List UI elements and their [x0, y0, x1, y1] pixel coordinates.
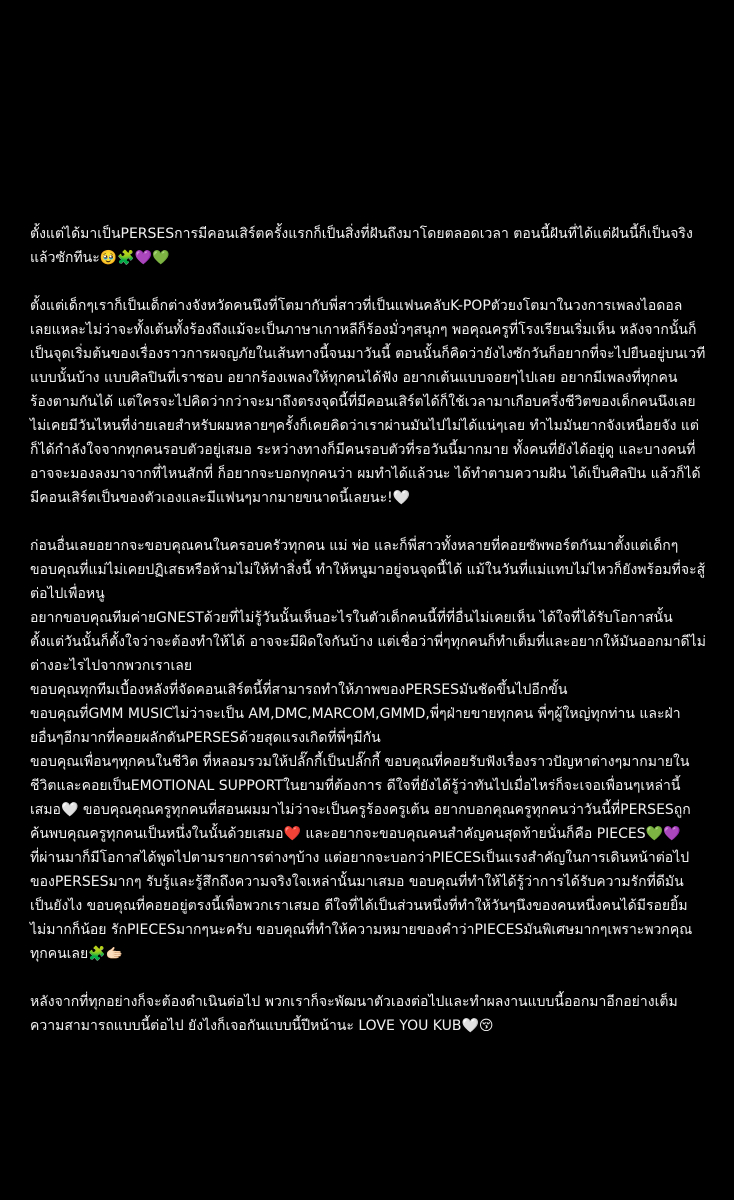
paragraph-gap	[30, 966, 712, 990]
paragraph-gap	[30, 270, 712, 294]
text-line: ทุกคนเลย🧩🫱🏻	[30, 946, 124, 962]
text-line: ไม่มากก็น้อย รักPIECESมากๆนะครับ ขอบคุณที่ทำให้ความหมายของคำว่าPIECESมันพิเศษมากๆเพราะพวกคุณ	[30, 922, 693, 938]
post-text	[30, 222, 712, 1038]
text-line: แล้วซักทีนะ🥹🧩💜💚	[30, 250, 170, 266]
text-line: ก็ได้กำลังใจจากทุกคนรอบตัวอยู่เสมอ ระหว่างทางก็มีคนรอบตัวที่รอวันนี้มากมาย ทั้งคนที่ยังได้อยู่ดู และบางคนที่	[30, 442, 696, 458]
text-line: แบบนั้นบ้าง แบบศิลปินที่เราชอบ อยากร้องเพลงให้ทุกคนได้ฟัง อยากเต้นแบบจอยๆไปเลย อยากมีเพลงที่ทุกคน	[30, 370, 678, 386]
text-line: เสมอ🤍 ขอบคุณคุณครูทุกคนที่สอนผมมาไม่ว่าจะเป็นครูร้องครูเต้น อยากบอกคุณครูทุกคนว่าวันนี้ที่PERSESถูก	[30, 802, 691, 818]
text-line: ตั้งแต่ได้มาเป็นPERSESการมีคอนเสิร์ตครั้งแรกก็เป็นสิ่งที่ฝันถึงมาโดยตลอดเวลา ตอนนี้ฝันที่ได้แต่ฝันนี้ก็เป็นจริง	[30, 226, 693, 242]
text-line: ตั้งแต่เด็กๆเราก็เป็นเด็กต่างจังหวัดคนนึงที่โตมากับพี่สาวที่เป็นแฟนคลับK-POPตัวยงโตมาในวงการเพลงไอดอล	[30, 298, 683, 314]
text-line: ไม่เคยมีวันไหนที่ง่ายเลยสำหรับผมหลายๆครั้งก็เคยคิดว่าเราผ่านมันไปไม่ได้แน่ๆเลย ทำไมมันยากจังเหนื่อยจัง แต่	[30, 418, 700, 434]
text-line: ร้องตามกันได้ แต่ใครจะไปคิดว่ากว่าจะมาถึงตรงจุดนี้ที่มีคอนเสิร์ตได้ก็ใช้เวลามาเกือบครึ่งชีวิตของเด็กคนนึงเลย	[30, 394, 696, 410]
text-line: ขอบคุณที่GMM MUSICไม่ว่าจะเป็น AM,DMC,MARCOM,GMMD,พี่ๆฝ่ายขายทุกคน พี่ๆผู้ใหญ่ทุกท่าน และฝ่า	[30, 706, 681, 722]
text-line: เลยแหละไม่ว่าจะทั้งเต้นทั้งร้องถึงแม้จะเป็นภาษาเกาหลีก็ร้องมั่วๆสนุกๆ พอคุณครูที่โรงเรียนเริ่มเห็น หลังจากนั้นก็	[30, 322, 697, 338]
text-line: ขอบคุณทุกทีมเบื้องหลังที่จัดคอนเสิร์ตนี้ที่สามารถทำให้ภาพของPERSESมันชัดขึ้นไปอีกขั้น	[30, 682, 568, 698]
text-line: ที่ผ่านมาก็มีโอกาสได้พูดไปตามรายการต่างๆบ้าง แต่อยากจะบอกว่าPIECESเป็นแรงสำคัญในการเดินหน้าต่อไป	[30, 850, 690, 866]
text-line: เป็นยังไง ขอบคุณที่คอยอยู่ตรงนี้เพื่อพวกเราเสมอ ดีใจที่ได้เป็นส่วนหนึ่งที่ทำให้วันๆนึงของคนหนึ่งคนได้มีรอยยิ้ม	[30, 898, 688, 914]
text-line: ความสามารถแบบนี้ต่อไป ยังไงก็เจอกันแบบนี้ปีหน้านะ LOVE YOU KUB🤍😚	[30, 1018, 494, 1034]
text-line: ค้นพบคุณครูทุกคนเป็นหนึ่งในนั้นด้วยเสมอ❤️ และอยากจะขอบคุณคนสำคัญคนสุดท้ายนั่นก็คือ PIECES💚💜	[30, 826, 681, 842]
paragraph	[30, 294, 712, 510]
text-line: มีคอนเสิร์ตเป็นของตัวเองและมีแฟนๆมากมายขนาดนี้เลยนะ!🤍	[30, 490, 411, 506]
text-line: ขอบคุณที่แม่ไม่เคยปฏิเสธหรือห้ามไม่ให้ทำสิ่งนี้ ทำให้หนูมาอยู่จนจุดนี้ได้ แม้ในวันที่แม่แทบไม่ไหวก็ยังพร้อมที่จะสู้	[30, 562, 706, 578]
text-line: ก่อนอื่นเลยอยากจะขอบคุณคนในครอบครัวทุกคน แม่ พ่อ และก็พี่สาวทั้งหลายที่คอยซัพพอร์ตกันมาตั้งแต่เด็กๆ	[30, 538, 679, 554]
paragraph	[30, 222, 712, 270]
text-line: ต่อไปเพื่อหนู	[30, 586, 105, 602]
text-line: ชีวิตและคอยเป็นEMOTIONAL SUPPORTในยามที่ต้องการ ดีใจที่ยังได้รู้ว่าทันไปเมื่อไหร่ก็จะเจอเพื่อนๆเหล่านี้	[30, 778, 681, 794]
text-line: หลังจากที่ทุกอย่างก็จะต้องดำเนินต่อไป พวกเราก็จะพัฒนาตัวเองต่อไปและทำผลงานแบบนี้ออกมาอีกอย่างเต็ม	[30, 994, 678, 1010]
text-line: ตั้งแต่วันนั้นก็ตั้งใจว่าจะต้องทำให้ได้ อาจจะมีผิดใจกันบ้าง แต่เชื่อว่าพี่ๆทุกคนก็ทำเต็มที่และอยากให้มันออกมาดีไม่	[30, 634, 706, 650]
text-line: อาจจะมองลงมาจากที่ไหนสักที่ ก็อยากจะบอกทุกคนว่า ผมทำได้แล้วนะ ได้ทำตามความฝัน ได้เป็นศิลปิน แล้วก็ได้	[30, 466, 701, 482]
paragraph-gap	[30, 510, 712, 534]
text-line: อยากขอบคุณทีมค่ายGNESTด้วยที่ไม่รู้วันนั้นเห็นอะไรในตัวเด็กคนนี้ที่ที่อื่นไม่เคยเห็น ได้ใจที่ได้รับโอกาสนั้น	[30, 610, 673, 626]
paragraph	[30, 534, 712, 966]
text-line: ยอื่นๆอีกมากที่คอยผลักดันPERSESด้วยสุดแรงเกิดที่พี่ๆมีกัน	[30, 730, 381, 746]
text-line: ของPERSESมากๆ รับรู้และรู้สึกถึงความจริงใจเหล่านั้นมาเสมอ ขอบคุณที่ทำให้ได้รู้ว่าการได้รับความรักที่ดีมัน	[30, 874, 684, 890]
text-line: ขอบคุณเพื่อนๆทุกคนในชีวิต ที่หลอมรวมให้ปลั๊กกี้เป็นปลั๊กกี้ ขอบคุณที่คอยรับฟังเรื่องราวปัญหาต่างๆมากมายใน	[30, 754, 690, 770]
paragraph	[30, 990, 712, 1038]
text-line: เป็นจุดเริ่มต้นของเรื่องราวการผจญภัยในเส้นทางนี้จนมาวันนี้ ตอนนั้นก็คิดว่ายังไงซักวันก็อยากที่จะไปยืนอยู่บนเวที	[30, 346, 706, 362]
text-line: ต่างอะไรไปจากพวกเราเลย	[30, 658, 193, 674]
